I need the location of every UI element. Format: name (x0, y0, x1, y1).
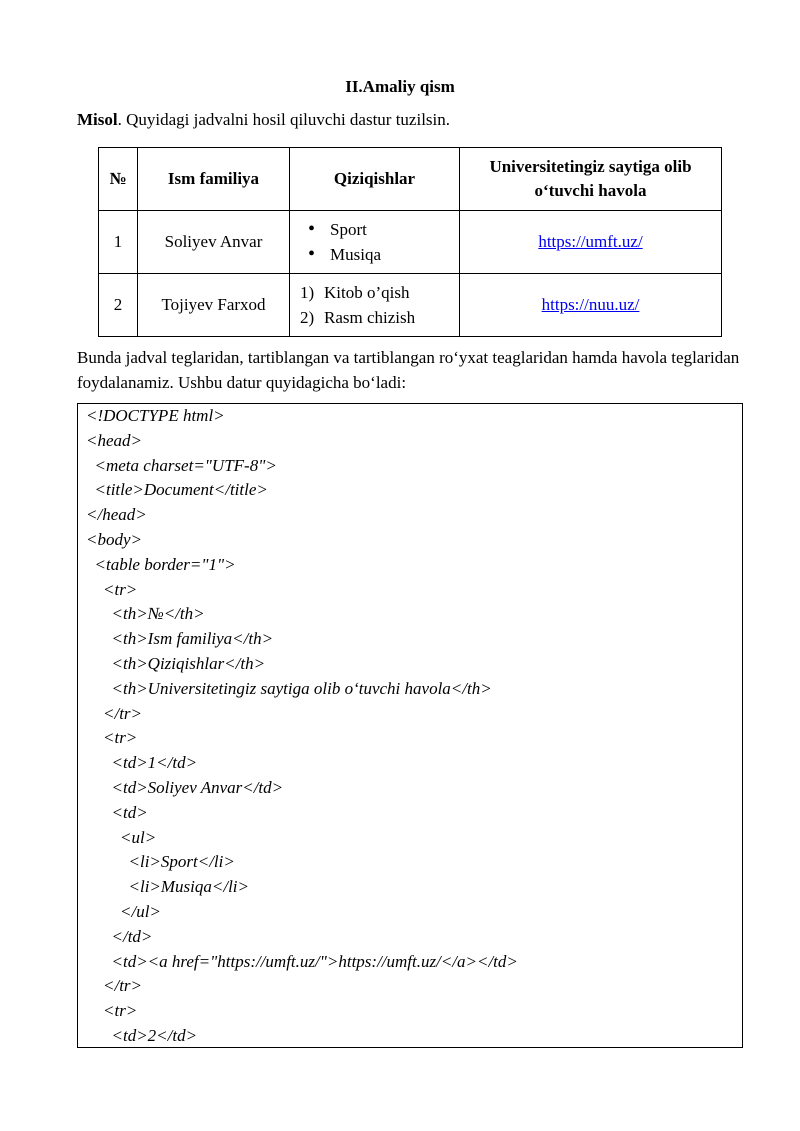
cell-num: 1 (99, 211, 138, 274)
code-line: <tr> (86, 579, 138, 599)
list-number: 2) (300, 308, 315, 327)
header-num: № (99, 148, 138, 211)
code-line: <tr> (86, 728, 138, 748)
code-line: </head> (86, 505, 147, 525)
bullet-list (294, 217, 455, 267)
code-line: <li>Sport</li> (86, 852, 235, 872)
code-line: <tr> (86, 1001, 138, 1021)
list-text: Kitob o’qish (324, 283, 410, 302)
header-name: Ism familiya (138, 148, 290, 211)
code-line: </tr> (86, 976, 143, 996)
code-line: <th>Universitetingiz saytiga olib o‘tuvchi havola</th> (86, 678, 492, 698)
code-line: </td> (86, 926, 153, 946)
intro-rest: . Quyidagi jadvalni hosil qiluvchi dastur tuzilsin. (117, 110, 451, 129)
list-text: Rasm chizish (324, 308, 416, 327)
code-line: <td>2</td> (86, 1025, 198, 1045)
code-block (77, 403, 743, 1048)
numbered-list (294, 280, 455, 330)
code-line: <th>Ism familiya</th> (86, 629, 274, 649)
code-line: <ul> (86, 827, 157, 847)
code-line: <td>1</td> (86, 753, 198, 773)
cell-link (460, 211, 722, 274)
umft-link[interactable]: https://umft.uz/ (538, 232, 643, 251)
header-link: Universitetingiz saytiga olib o‘tuvchi havola (460, 148, 722, 211)
intro-text (77, 110, 450, 130)
explanation-paragraph: Bunda jadval teglaridan, tartiblangan va tartiblangan ro‘yxat teaglaridan hamda havola teglaridan foydalanamiz. Ushbu datur quyidagicha bo‘ladi: (77, 348, 740, 392)
cell-name: Tojiyev Farxod (138, 274, 290, 337)
code-line: </ul> (86, 901, 161, 921)
code-line: <head> (86, 430, 142, 450)
list-item: • Musiqa (308, 242, 455, 267)
cell-interests (290, 274, 460, 337)
code-line: <!DOCTYPE html> (86, 406, 225, 425)
list-number: 1) (300, 283, 315, 302)
code-line: <body> (86, 529, 142, 549)
table-header-row (99, 148, 722, 211)
table-row (99, 211, 722, 274)
list-item (300, 305, 455, 330)
cell-link (460, 274, 722, 337)
cell-interests (290, 211, 460, 274)
code-line: <li>Musiqa</li> (86, 877, 250, 897)
code-line: <meta charset="UTF-8"> (86, 455, 277, 475)
header-interests: Qiziqishlar (290, 148, 460, 211)
code-line: <td><a href="https://umft.uz/">https://umft.uz/</a></td> (86, 951, 518, 971)
code-line: </tr> (86, 703, 143, 723)
intro-bold: Misol (77, 110, 118, 129)
code-line: <table border="1"> (86, 554, 236, 574)
code-line: <th>№</th> (86, 604, 205, 624)
code-line: <th>Qiziqishlar</th> (86, 653, 266, 673)
section-heading: II.Amaliy qism (345, 77, 455, 96)
cell-num: 2 (99, 274, 138, 337)
cell-name: Soliyev Anvar (138, 211, 290, 274)
table-row (99, 274, 722, 337)
example-table (98, 147, 722, 337)
code-line: <td> (86, 802, 148, 822)
code-line: <td>Soliyev Anvar</td> (86, 777, 284, 797)
list-item (300, 280, 455, 305)
list-item: • Sport (308, 217, 455, 242)
code-line: <title>Document</title> (86, 480, 268, 500)
code-lines (86, 404, 518, 1048)
nuu-link[interactable]: https://nuu.uz/ (541, 295, 640, 314)
